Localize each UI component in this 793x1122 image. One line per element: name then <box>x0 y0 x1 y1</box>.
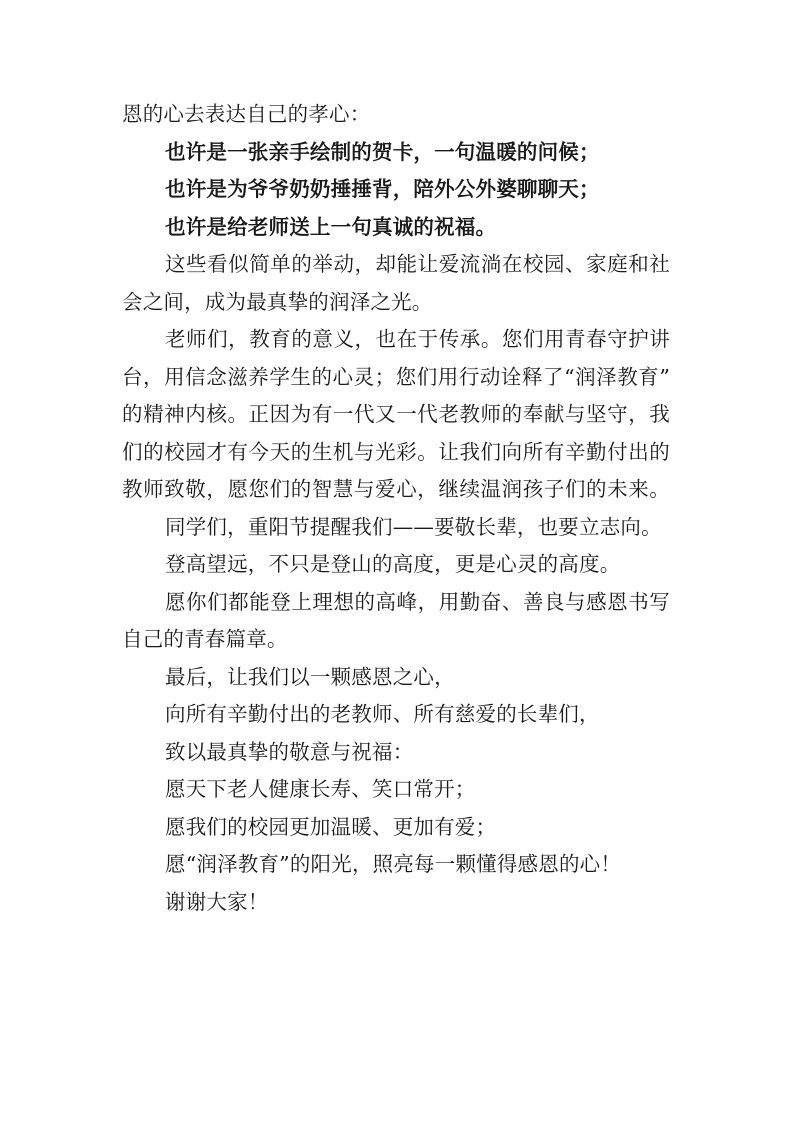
paragraph-line: 最后，让我们以一颗感恩之心， <box>165 664 455 689</box>
paragraph-line: 的精神内核。正因为有一代又一代老教师的奉献与坚守，我 <box>122 402 670 426</box>
paragraph-line: 教师致敬，愿您们的智慧与爱心，继续温润孩子们的未来。 <box>122 477 670 501</box>
emphasis-line: 也许是为爷爷奶奶捶捶背，陪外公外婆聊聊天； <box>165 177 600 201</box>
paragraph-line: 愿天下老人健康长寿、笑口常开； <box>165 777 476 801</box>
paragraph-line: 恩的心去表达自己的孝心： <box>122 102 371 126</box>
paragraph-line: 愿“润泽教育”的阳光，照亮每一颗懂得感恩的心！ <box>165 852 622 876</box>
paragraph-line: 愿我们的校园更加温暖、更加有爱； <box>165 814 497 839</box>
paragraph-line: 会之间，成为最真挚的润泽之光。 <box>122 289 433 314</box>
speech-text <box>122 96 670 921</box>
paragraph-line: 老师们，教育的意义，也在于传承。您们用青春守护讲 <box>165 327 670 351</box>
paragraph-line: 向所有辛勤付出的老教师、所有慈爱的长辈们， <box>165 702 600 726</box>
paragraph-line: 台，用信念滋养学生的心灵；您们用行动诠释了“润泽教育” <box>122 364 670 389</box>
paragraph-line: 致以最真挚的敬意与祝福： <box>165 739 414 764</box>
paragraph-line: 愿你们都能登上理想的高峰，用勤奋、善良与感恩书写 <box>165 589 670 614</box>
paragraph-line: 登高望远，不只是登山的高度，更是心灵的高度。 <box>165 552 621 576</box>
paragraph-line: 们的校园才有今天的生机与光彩。让我们向所有辛勤付出的 <box>122 439 670 464</box>
emphasis-line: 也许是一张亲手绘制的贺卡，一句温暖的问候； <box>165 139 600 164</box>
emphasis-line: 也许是给老师送上一句真诚的祝福。 <box>165 214 497 239</box>
paragraph-line: 自己的青春篇章。 <box>122 627 288 651</box>
paragraph-line: 这些看似简单的举动，却能让爱流淌在校园、家庭和社 <box>165 252 670 276</box>
paragraph-line: 同学们，重阳节提醒我们——要敬长辈，也要立志向。 <box>165 514 662 539</box>
closing-line: 谢谢大家！ <box>165 889 269 914</box>
